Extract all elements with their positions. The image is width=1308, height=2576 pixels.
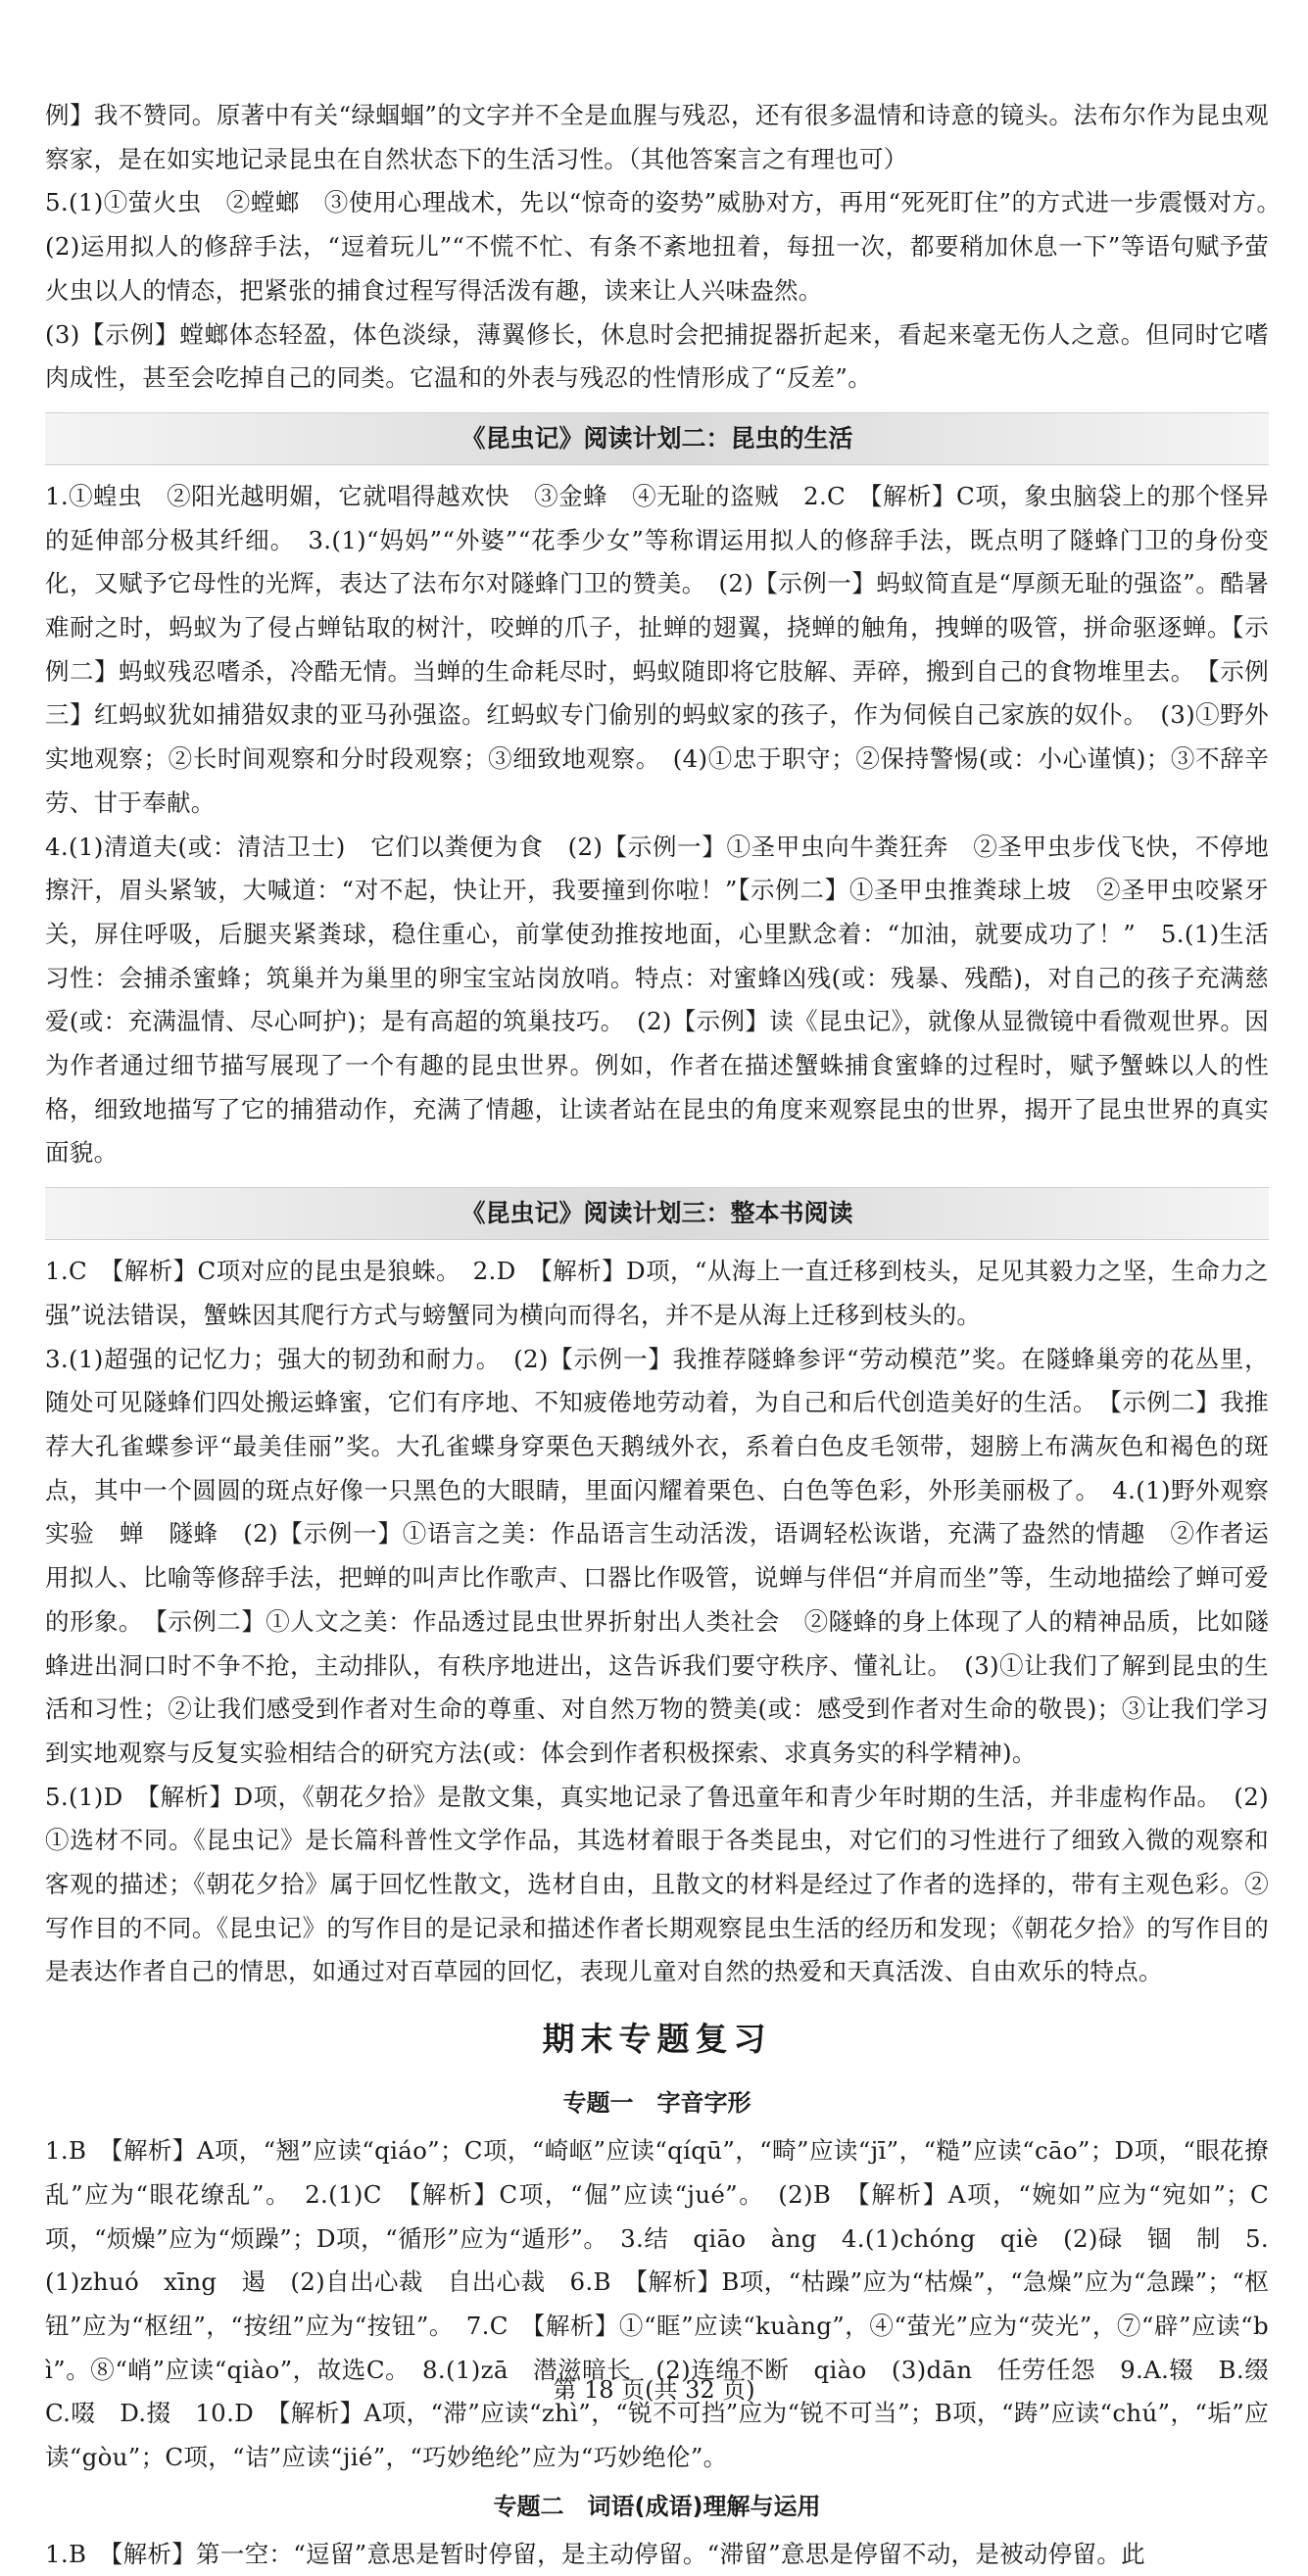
answer-paragraph: 5.(1)①萤火虫 ②螳螂 ③使用心理战术，先以“惊奇的姿势”威胁对方，再用“死死盯住”的方式进一步震慑对方。 (2)运用拟人的修辞手法，“逗着玩儿”“不慌不忙、有条不紊地扭着，每扭一次，都要稍加休息一下”等语句赋予萤火虫以人的情态，把紧张的捕食过程写得活泼有趣，读来让人兴味盎然。 (45, 188, 1293, 305)
answer-paragraph: 1.B 【解析】A项，“翘”应读“qiáo”；C项，“崎岖”应读“qíqū”，“畸”应读“jī”，“糙”应读“cāo”；D项，“眼花撩乱”应为“眼花缭乱”。 2.(1)C 【解析】C项，“倔”应读“jué”。 (2)B 【解析】A项，“婉如”应为“宛如”；C项，“烦燥”应为“烦躁”；D项，“循形”应为“遁形”。 3.结 qiāo àng 4.(1)chóng qiè (2)碌 锢 制 5.(1)zhuó xīng 遏 (2)自出心裁 自出心裁 6.B 【解析】B项，“枯躁”应为“枯燥”，“急燥”应为“急躁”；“枢钮”应为“枢纽”，“按纽”应为“按钮”。 7.C 【解析】①“眶”应读“kuàng”，④“萤光”应为“荧光”，⑦“辟”应读“bì”。⑧“峭”应读“qiào”，故选C。 8.(1)zā 潜滋暗长 (2)连绵不断 qiào (3)dān 任劳任怨 9.A.辍 B.缀 C.啜 D.掇 10.D 【解析】A项，“滞”应读“zhì”，“锐不可挡”应为“锐不可当”；B项，“踌”应读“chú”，“垢”应读“gòu”；C项，“诘”应读“jié”，“巧妙绝纶”应为“巧妙绝伦”。 (45, 2136, 1293, 2472)
chapter-title: 期末专题复习 (542, 2020, 772, 2059)
topic-heading: 专题一 字音字形 (562, 2089, 751, 2118)
answer-paragraph: 例】我不赞同。原著中有关“绿蝈蝈”的文字并不全是血腥与残忍，还有很多温情和诗意的镜头。法布尔作为昆虫观察家，是在如实地记录昆虫在自然状态下的生活习性。（其他答案言之有理也可） (45, 101, 1269, 173)
answer-paragraph: 4.(1)清道夫(或：清洁卫士) 它们以粪便为食 (2)【示例一】①圣甲虫向牛粪狂奔 ②圣甲虫步伐飞快，不停地擦汗，眉头紧皱，大喊道：“对不起，快让开，我要撞到你啦！”【示例二】①圣甲虫推粪球上坡 ②圣甲虫咬紧牙关，屏住呼吸，后腿夹紧粪球，稳住重心，前掌使劲推按地面，心里默念着：“加油，就要成功了！” 5.(1)生活习性：会捕杀蜜蜂；筑巢并为巢里的卵宝宝站岗放哨。特点：对蜜蜂凶残(或：残暴、残酷)，对自己的孩子充满慈爱(或：充满温情、尽心呵护)；是有高超的筑巢技巧。 (2)【示例】读《昆虫记》，就像从显微镜中看微观世界。因为作者通过细节描写展现了一个有趣的昆虫世界。例如，作者在描述蟹蛛捕食蜜蜂的过程时，赋予蟹蛛以人的性格，细致地描写了它的捕猎动作，充满了情趣，让读者站在昆虫的角度来观察昆虫的世界，揭开了昆虫世界的真实面貌。 (45, 832, 1269, 1168)
page-footer: 第 18 页(共 32 页) (553, 2376, 755, 2404)
section-heading: 《昆虫记》阅读计划三：整本书阅读 (45, 1187, 1269, 1240)
topic-heading: 专题二 词语(成语)理解与运用 (493, 2492, 821, 2520)
section-heading: 《昆虫记》阅读计划二：昆虫的生活 (45, 412, 1269, 465)
answer-paragraph: 1.①蝗虫 ②阳光越明媚，它就唱得越欢快 ③金蜂 ④无耻的盗贼 2.C 【解析】C项，象虫脑袋上的那个怪异的延伸部分极其纤细。 3.(1)“妈妈”“外婆”“花季少女”等称谓运用拟人的修辞手法，既点明了隧蜂门卫的身份变化，又赋予它母性的光辉，表达了法布尔对隧蜂门卫的赞美。 (2)【示例一】蚂蚁简直是“厚颜无耻的强盗”。酷暑难耐之时，蚂蚁为了侵占蝉钻取的树汁，咬蝉的爪子，扯蝉的翅翼，挠蝉的触角，拽蝉的吸管，拼命驱逐蝉。【示例二】蚂蚁残忍嗜杀，冷酷无情。当蝉的生命耗尽时，蚂蚁随即将它肢解、弄碎，搬到自己的食物堆里去。 【示例三】红蚂蚁犹如捕猎奴隶的亚马孙强盗。红蚂蚁专门偷别的蚂蚁家的孩子，作为伺候自己家族的奴仆。 (3)①野外实地观察；②长时间观察和分时段观察；③细致地观察。 (4)①忠于职守；②保持警惕(或：小心谨慎)；③不辞辛劳、甘于奉献。 (45, 481, 1269, 817)
answer-paragraph: (3)【示例】螳螂体态轻盈，体色淡绿，薄翼修长，休息时会把捕捉器折起来，看起来毫无伤人之意。但同时它嗜肉成性，甚至会吃掉自己的同类。它温和的外表与残忍的性情形成了“反差”。 (45, 319, 1269, 393)
page-content (45, 94, 1293, 2576)
answer-paragraph: 1.B 【解析】第一空：“逗留”意思是暂时停留，是主动停留。“滞留”意思是停留不动，是被动停留。此 (45, 2539, 1145, 2568)
answer-paragraph: 3.(1)超强的记忆力；强大的韧劲和耐力。 (2)【示例一】我推荐隧蜂参评“劳动模范”奖。在隧蜂巢旁的花丛里，随处可见隧蜂们四处搬运蜂蜜，它们有序地、不知疲倦地劳动着，为自己和后代创造美好的生活。 【示例二】我推荐大孔雀蝶参评“最美佳丽”奖。大孔雀蝶身穿栗色天鹅绒外衣，系着白色皮毛领带，翅膀上布满灰色和褐色的斑点，其中一个圆圆的斑点好像一只黑色的大眼睛，里面闪耀着栗色、白色等色彩，外形美丽极了。 4.(1)野外观察 实验 蝉 隧蜂 (2)【示例一】①语言之美：作品语言生动活泼，语调轻松诙谐，充满了盎然的情趣 ②作者运用拟人、比喻等修辞手法，把蝉的叫声比作歌声、口器比作吸管，说蝉与伴侣“并肩而坐”等，生动地描绘了蝉可爱的形象。 【示例二】①人文之美：作品透过昆虫世界折射出人类社会 ②隧蜂的身上体现了人的精神品质，比如隧蜂进出洞口时不争不抢，主动排队，有秩序地进出，这告诉我们要守秩序、懂礼让。 (3)①让我们了解到昆虫的生活和习性；②让我们感受到作者对生命的尊重、对自然万物的赞美(或：感受到作者对生命的敬畏)；③让我们学习到实地观察与反复实验相结合的研究方法(或：体会到作者积极探索、求真务实的科学精神)。 (45, 1344, 1293, 1767)
answer-paragraph: 1.C 【解析】C项对应的昆虫是狼蛛。 2.D 【解析】D项，“从海上一直迁移到枝头，足见其毅力之坚，生命力之强”说法错误，蟹蛛因其爬行方式与螃蟹同为横向而得名，并不是从海上迁移到枝头的。 (45, 1257, 1269, 1329)
answer-paragraph: 5.(1)D 【解析】D项，《朝花夕拾》是散文集，真实地记录了鲁迅童年和青少年时期的生活，并非虚构作品。 (2)①选材不同。《昆虫记》是长篇科普性文学作品，其选材着眼于各类昆虫，对它们的习性进行了细致入微的观察和客观的描述；《朝花夕拾》属于回忆性散文，选材自由，且散文的材料是经过了作者的选择的，带有主观色彩。②写作目的不同。《昆虫记》的写作目的是记录和描述作者长期观察昆虫生活的经历和发现；《朝花夕拾》的写作目的是表达作者自己的情思，如通过对百草园的回忆，表现儿童对自然的热爱和天真活泼、自由欢乐的特点。 (45, 1782, 1269, 1986)
